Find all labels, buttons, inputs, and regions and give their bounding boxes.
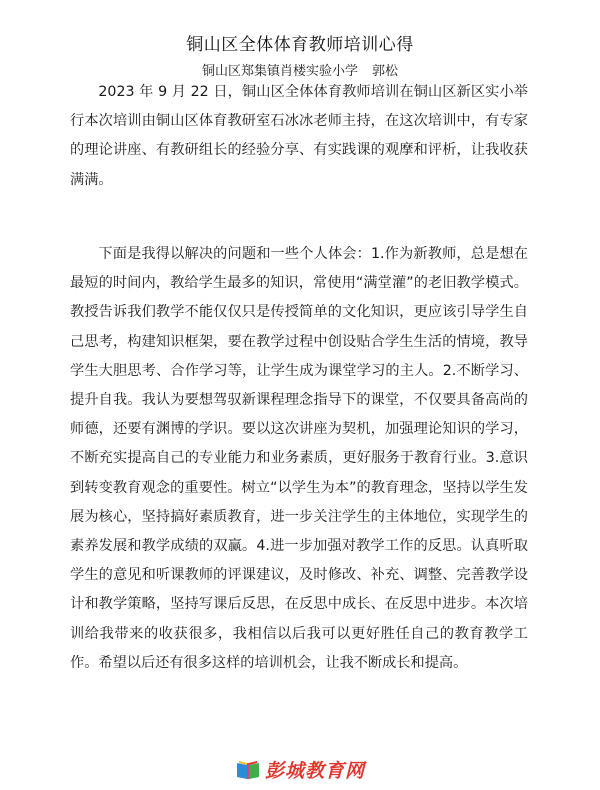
watermark-text: 彭城教育网 [264, 759, 365, 782]
byline [0, 60, 600, 79]
site-watermark [0, 754, 600, 784]
body-paragraph: 2023 年 9 月 22 日，铜山区全体体育教师培训在铜山区新区实小举行本次培训由铜山区体育教研室石冰冰老师主持，在这次培训中，有专家的理论讲座、有教研组长的经验分享、有实践课的观摩和评析，让我收获满满。 [70, 84, 528, 188]
school-name: 铜山区郑集镇肖楼实验小学 [201, 64, 358, 79]
author-name: 郭松 [372, 64, 399, 79]
book-logo-icon [235, 757, 261, 781]
document-title: 铜山区全体体育教师培训心得 [186, 35, 414, 55]
body-paragraph: 下面是我得以解决的问题和一些个人体会：1.作为新教师，总是想在最短的时间内，教给学生最多的知识，常使用“满堂灌”的老旧教学模式。教授告诉我们教学不能仅仅只是传授简单的文化知识，更应该引导学生自己思考，构建知识框架，要在教学过程中创设贴合学生生活的情境，教导学生大胆思考、合作学习等，让学生成为课堂学习的主人。2.不断学习、提升自我。我认为要想驾驭新课程理念指导下的课堂，不仅要具备高尚的师德，还要有渊博的学识。要以这次讲座为契机，加强理论知识的学习，不断充实提高自己的专业能力和业务素质，更好服务于教育行业。3.意识到转变教育观念的重要性。树立“以学生为本”的教育理念，坚持以学生发展为核心，坚持搞好素质教育，进一步关注学生的主体地位，实现学生的素养发展和教学成绩的双赢。4.进一步加强对教学工作的反思。认真听取学生的意见和听课教师的评课建议，及时修改、补充、调整、完善教学设计和教学策略，坚持写课后反思，在反思中成长、在反思中进步。本次培训给我带来的收获很多，我相信以后我可以更好胜任自己的教育教学工作。希望以后还有很多这样的培训机会，让我不断成长和提高。 [70, 246, 528, 671]
